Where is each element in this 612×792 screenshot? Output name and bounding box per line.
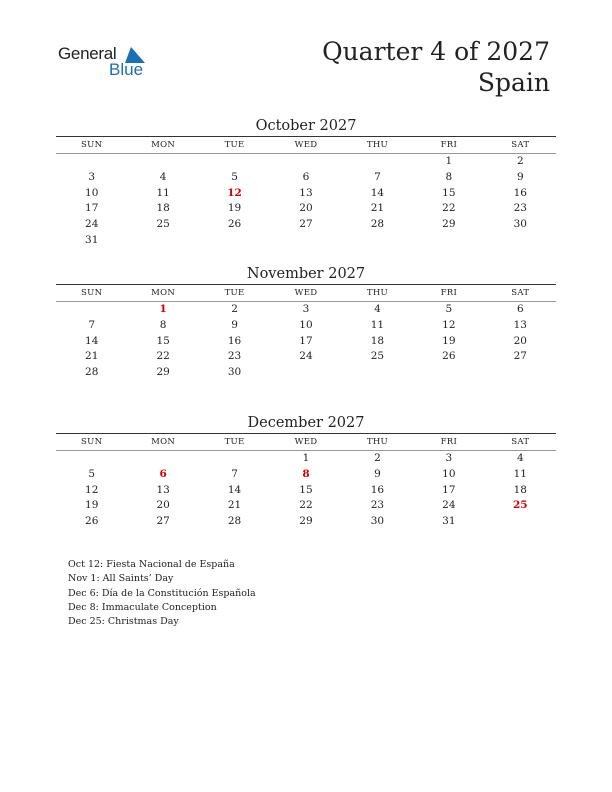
day-cell: 7 bbox=[231, 467, 238, 480]
day-cell: 6 bbox=[516, 303, 524, 315]
day-cell: 26 bbox=[227, 218, 242, 231]
holiday-day-cell: 1 bbox=[159, 303, 167, 315]
day-cell: 1 bbox=[445, 155, 453, 167]
day-cell: 5 bbox=[88, 467, 96, 480]
day-cell: 17 bbox=[299, 334, 313, 347]
day-cell bbox=[199, 154, 270, 170]
day-cell bbox=[485, 233, 556, 249]
day-cell: 10 bbox=[299, 318, 313, 331]
holiday-note: Dec 25: Christmas Day bbox=[68, 616, 179, 628]
day-cell: 15 bbox=[299, 483, 313, 496]
day-cell: 30 bbox=[370, 515, 385, 528]
day-cell: 5 bbox=[231, 170, 238, 183]
weekday-label: SAT bbox=[511, 437, 530, 447]
day-grid bbox=[56, 302, 556, 381]
day-cell: 18 bbox=[370, 334, 385, 347]
day-cell bbox=[56, 302, 127, 318]
weekday-label: WED bbox=[294, 288, 318, 298]
day-cell: 22 bbox=[442, 202, 456, 215]
day-cell bbox=[56, 154, 127, 170]
day-cell: 7 bbox=[374, 170, 381, 183]
day-cell: 22 bbox=[156, 350, 170, 363]
weekday-label: FRI bbox=[440, 140, 458, 150]
month-name: October 2027 bbox=[255, 118, 357, 134]
day-cell: 6 bbox=[302, 170, 310, 183]
day-cell: 13 bbox=[299, 186, 313, 199]
weekday-label: THU bbox=[366, 437, 388, 447]
month-calendar-november bbox=[56, 264, 556, 381]
day-cell: 9 bbox=[231, 318, 238, 331]
holiday-day-cell: 6 bbox=[159, 467, 167, 480]
day-cell: 30 bbox=[513, 218, 527, 231]
day-cell bbox=[413, 365, 484, 381]
day-cell: 21 bbox=[370, 202, 385, 215]
day-cell: 5 bbox=[445, 303, 453, 315]
day-cell: 29 bbox=[156, 366, 170, 379]
day-cell: 9 bbox=[374, 467, 381, 480]
day-cell: 26 bbox=[85, 515, 99, 528]
day-cell bbox=[199, 233, 270, 249]
day-cell: 25 bbox=[370, 350, 385, 363]
day-cell: 20 bbox=[156, 499, 170, 512]
day-cell bbox=[127, 154, 198, 170]
day-cell: 3 bbox=[302, 303, 310, 315]
day-cell: 18 bbox=[156, 202, 170, 215]
day-cell: 27 bbox=[299, 218, 313, 231]
day-cell bbox=[342, 233, 413, 249]
day-cell: 10 bbox=[85, 186, 99, 199]
day-cell bbox=[342, 365, 413, 381]
day-cell bbox=[56, 451, 127, 467]
weekday-header-row bbox=[56, 285, 556, 301]
day-cell: 28 bbox=[85, 366, 99, 379]
day-cell bbox=[413, 233, 484, 249]
day-cell: 12 bbox=[442, 318, 456, 331]
day-cell: 10 bbox=[442, 467, 456, 480]
day-cell: 21 bbox=[85, 350, 99, 363]
day-cell: 20 bbox=[299, 202, 313, 215]
weekday-label: THU bbox=[366, 288, 388, 298]
day-cell: 26 bbox=[442, 350, 456, 363]
day-cell: 23 bbox=[513, 202, 527, 215]
day-cell: 28 bbox=[370, 218, 385, 231]
weekday-label: FRI bbox=[440, 437, 458, 447]
holiday-note: Oct 12: Fiesta Nacional de España bbox=[68, 559, 235, 570]
weekday-header-row bbox=[56, 434, 556, 450]
weekday-label: MON bbox=[151, 140, 176, 150]
day-cell: 19 bbox=[227, 202, 242, 215]
day-cell: 4 bbox=[516, 452, 524, 464]
day-cell: 24 bbox=[442, 499, 456, 512]
weekday-label: SAT bbox=[511, 288, 530, 298]
quarter-title: Quarter 4 of 2027 bbox=[322, 37, 550, 66]
day-cell: 27 bbox=[513, 350, 527, 363]
generalblue-logo bbox=[58, 44, 158, 84]
day-cell: 2 bbox=[516, 155, 524, 167]
day-cell: 15 bbox=[442, 186, 456, 199]
day-cell: 29 bbox=[442, 218, 456, 231]
day-cell bbox=[270, 154, 341, 170]
day-cell: 14 bbox=[370, 186, 385, 199]
holiday-note: Dec 6: Día de la Constitución Española bbox=[68, 587, 256, 599]
day-cell: 11 bbox=[513, 467, 527, 480]
day-cell: 23 bbox=[370, 499, 385, 512]
weekday-label: TUE bbox=[224, 288, 245, 298]
day-cell: 24 bbox=[85, 218, 99, 231]
day-cell: 17 bbox=[442, 483, 456, 496]
weekday-label: SAT bbox=[511, 140, 530, 150]
weekday-label: THU bbox=[366, 140, 388, 150]
logo-text-general: General bbox=[58, 44, 117, 63]
day-cell bbox=[485, 365, 556, 381]
day-cell: 3 bbox=[88, 170, 96, 183]
day-cell: 27 bbox=[156, 515, 170, 528]
day-cell bbox=[342, 154, 413, 170]
holiday-note: Dec 8: Immaculate Conception bbox=[68, 601, 217, 613]
day-cell: 2 bbox=[231, 303, 238, 315]
day-cell: 29 bbox=[299, 515, 313, 528]
day-cell: 31 bbox=[442, 515, 456, 528]
day-cell: 20 bbox=[513, 334, 527, 347]
holiday-day-cell: 25 bbox=[512, 499, 528, 512]
day-cell: 16 bbox=[513, 186, 527, 199]
weekday-label: SUN bbox=[81, 140, 103, 150]
day-cell: 13 bbox=[513, 318, 527, 331]
day-cell bbox=[270, 365, 341, 381]
day-cell: 9 bbox=[516, 170, 524, 183]
day-cell bbox=[127, 451, 198, 467]
day-cell: 19 bbox=[85, 499, 99, 512]
weekday-label: MON bbox=[151, 437, 176, 447]
day-cell: 19 bbox=[442, 334, 456, 347]
day-cell: 30 bbox=[227, 366, 242, 379]
day-cell: 1 bbox=[302, 452, 310, 464]
weekday-label: WED bbox=[294, 140, 318, 150]
month-calendar-december bbox=[56, 413, 556, 530]
month-calendar-october bbox=[56, 116, 556, 249]
day-cell bbox=[127, 233, 198, 249]
day-cell: 23 bbox=[227, 350, 242, 363]
holiday-note: Nov 1: All Saints’ Day bbox=[68, 573, 174, 585]
day-cell: 2 bbox=[374, 452, 381, 464]
weekday-label: MON bbox=[151, 288, 176, 298]
day-cell: 8 bbox=[445, 170, 453, 183]
day-cell: 7 bbox=[88, 318, 96, 331]
weekday-label: SUN bbox=[81, 288, 103, 298]
day-cell: 8 bbox=[159, 318, 167, 331]
page-title bbox=[322, 36, 550, 98]
day-grid bbox=[56, 451, 556, 530]
month-name: December 2027 bbox=[247, 415, 365, 431]
weekday-label: TUE bbox=[224, 437, 245, 447]
day-cell: 15 bbox=[156, 334, 170, 347]
day-cell bbox=[485, 514, 556, 530]
weekday-label: FRI bbox=[440, 288, 458, 298]
day-cell bbox=[270, 233, 341, 249]
day-cell: 24 bbox=[299, 350, 313, 363]
day-cell: 11 bbox=[156, 186, 170, 199]
month-name: November 2027 bbox=[246, 266, 366, 282]
day-cell: 22 bbox=[299, 499, 313, 512]
day-cell: 18 bbox=[513, 483, 527, 496]
day-cell: 4 bbox=[159, 170, 167, 183]
logo-text-blue: Blue bbox=[109, 60, 144, 79]
day-cell: 16 bbox=[227, 334, 242, 347]
weekday-header-row bbox=[56, 137, 556, 153]
day-cell: 13 bbox=[156, 483, 170, 496]
country-title: Spain bbox=[477, 68, 550, 97]
holiday-day-cell: 8 bbox=[302, 467, 310, 480]
day-cell bbox=[199, 451, 270, 467]
weekday-label: WED bbox=[294, 437, 318, 447]
day-cell: 11 bbox=[370, 318, 385, 331]
day-grid bbox=[56, 154, 556, 249]
day-cell: 21 bbox=[227, 499, 242, 512]
day-cell: 12 bbox=[85, 483, 99, 496]
day-cell: 17 bbox=[85, 202, 99, 215]
weekday-label: SUN bbox=[81, 437, 103, 447]
day-cell: 3 bbox=[445, 452, 453, 464]
day-cell: 14 bbox=[227, 483, 242, 496]
day-cell: 25 bbox=[156, 218, 170, 231]
day-cell: 28 bbox=[227, 515, 242, 528]
day-cell: 4 bbox=[374, 303, 381, 315]
day-cell: 31 bbox=[85, 233, 99, 246]
day-cell: 16 bbox=[370, 483, 385, 496]
holiday-day-cell: 12 bbox=[227, 186, 242, 199]
weekday-label: TUE bbox=[224, 140, 245, 150]
day-cell: 14 bbox=[85, 334, 99, 347]
holiday-notes bbox=[68, 558, 256, 629]
